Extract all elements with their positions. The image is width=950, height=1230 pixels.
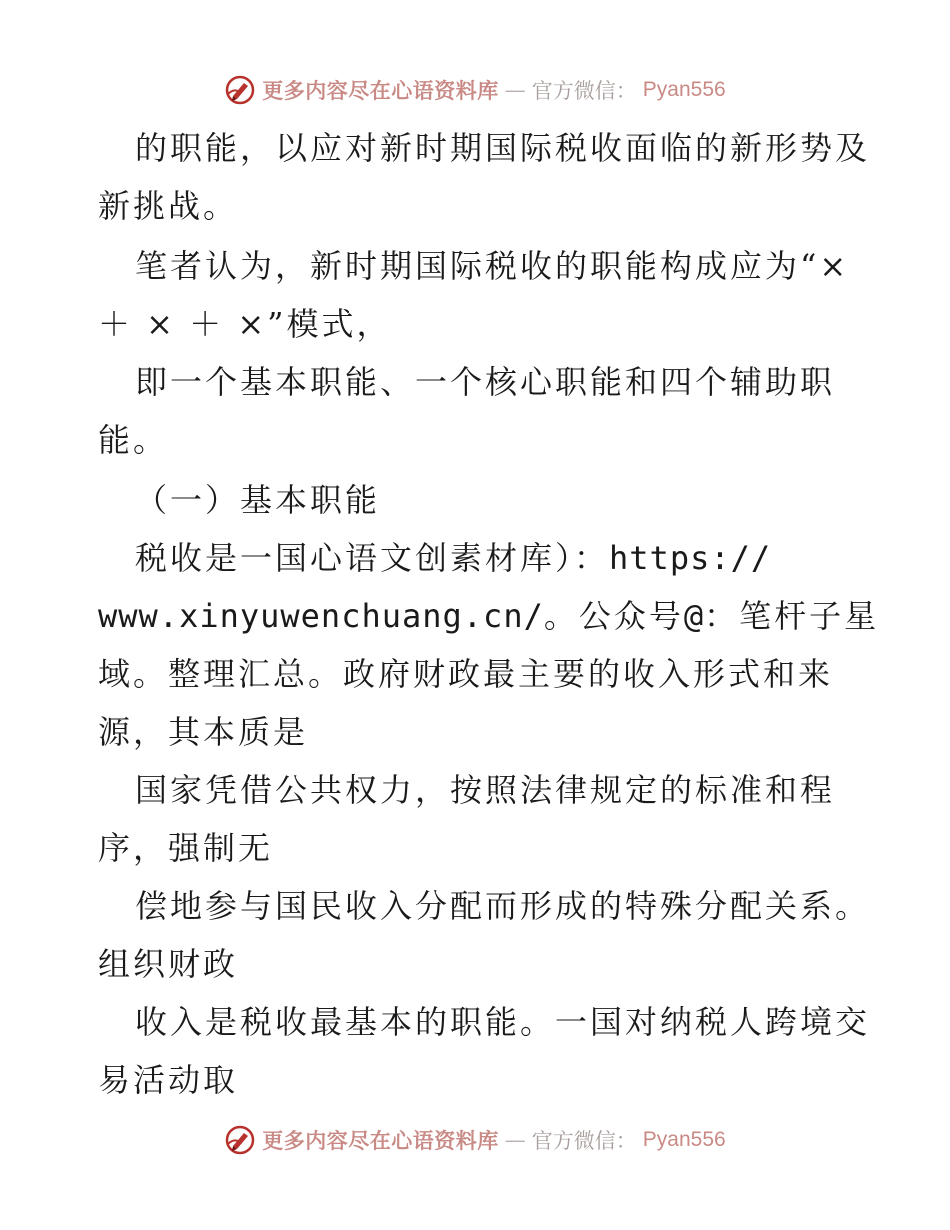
text-line: 能。 [98, 421, 169, 459]
text-line: 偿地参与国民收入分配而形成的特殊分配关系。 [135, 887, 871, 925]
banner-content [224, 1124, 725, 1156]
text-line: 易活动取 [98, 1061, 239, 1099]
text-line: 序，强制无 [98, 829, 274, 867]
banner-wechat-label: 官方微信： [531, 1129, 637, 1153]
banner-title: 更多内容尽在心语资料库 [262, 78, 499, 103]
text-line: ＋ × ＋ ×”模式， [98, 305, 392, 343]
text-line: 国家凭借公共权力，按照法律规定的标准和程 [135, 771, 836, 809]
banner-title: 更多内容尽在心语资料库 [262, 1128, 499, 1153]
text-line: 新挑战。 [98, 187, 239, 225]
text-line: 收入是税收最基本的职能。一国对纳税人跨境交 [135, 1003, 871, 1041]
text-line: 的职能，以应对新时期国际税收面临的新形势及 [135, 129, 871, 167]
banner-wechat-id: Pyan556 [642, 1128, 726, 1151]
text-line: 域。整理汇总。政府财政最主要的收入形式和来 [98, 655, 834, 693]
text-line: www.xinyuwenchuang.cn/。公众号@：笔杆子星 [98, 597, 880, 635]
text-line: 即一个基本职能、一个核心职能和四个辅助职 [135, 363, 836, 401]
banner-wechat-id: Pyan556 [642, 78, 726, 101]
text-line: 笔者认为，新时期国际税收的职能构成应为“× [135, 247, 850, 285]
banner-separator: — [504, 1128, 526, 1152]
pen-logo-icon [224, 1124, 256, 1156]
text-line: 组织财政 [98, 945, 239, 983]
text-line: 税收是一国心语文创素材库）：https:// [135, 539, 772, 577]
text-line: 源，其本质是 [98, 713, 309, 751]
footer-banner [0, 1120, 950, 1160]
banner-wechat-label: 官方微信： [531, 79, 637, 103]
section-heading: （一）基本职能 [135, 481, 381, 519]
banner-separator: — [504, 78, 526, 102]
